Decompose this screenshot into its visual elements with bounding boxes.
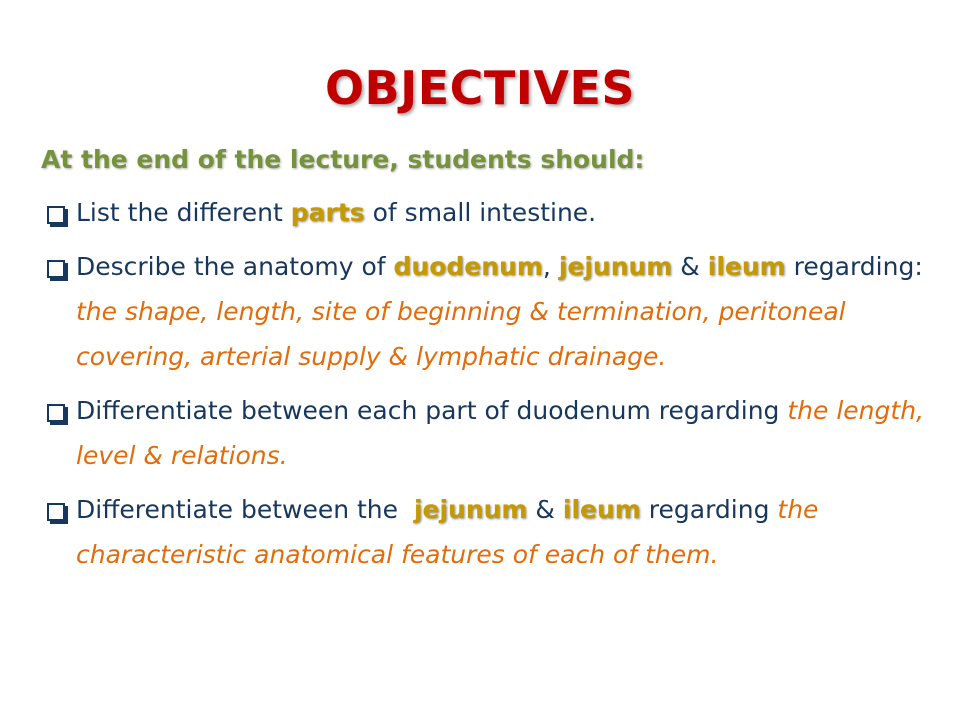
objective-item — [45, 388, 925, 478]
highlight-term: jejunum — [413, 495, 528, 524]
separator-text: & — [527, 495, 563, 524]
checkbox-square-icon — [47, 404, 65, 422]
objective-text: Differentiate between each part of duodenum regarding — [76, 396, 788, 425]
emphasis-text: the length, level & relations. — [76, 396, 924, 470]
objective-text: List the different — [76, 198, 291, 227]
objective-text: Differentiate between the — [76, 495, 414, 524]
slide-title: OBJECTIVES — [324, 61, 636, 115]
objective-item — [45, 190, 925, 235]
objective-item — [45, 244, 925, 379]
highlight-term: duodenum — [393, 252, 543, 281]
objective-item — [45, 487, 925, 577]
separator-text: & — [672, 252, 708, 281]
emphasis-text: the shape, length, site of beginning & termination, peritoneal covering, arterial supply & lymphatic drainage. — [76, 297, 846, 371]
highlight-term: ileum — [707, 252, 786, 281]
checkbox-square-icon — [47, 206, 65, 224]
checkbox-square-icon — [47, 260, 65, 278]
emphasis-text: the characteristic anatomical features of each of them. — [76, 495, 819, 569]
objective-text: regarding — [640, 495, 778, 524]
objectives-list — [45, 190, 925, 586]
highlight-term: ileum — [562, 495, 641, 524]
intro-text: At the end of the lecture, students should: — [41, 145, 645, 174]
separator-text: , — [542, 252, 559, 281]
objective-text: of small intestine. — [364, 198, 597, 227]
highlight-term: parts — [290, 198, 365, 227]
objective-text: regarding: — [785, 252, 923, 281]
checkbox-square-icon — [47, 503, 65, 521]
objective-text: Describe the anatomy of — [76, 252, 394, 281]
highlight-term: jejunum — [558, 252, 673, 281]
